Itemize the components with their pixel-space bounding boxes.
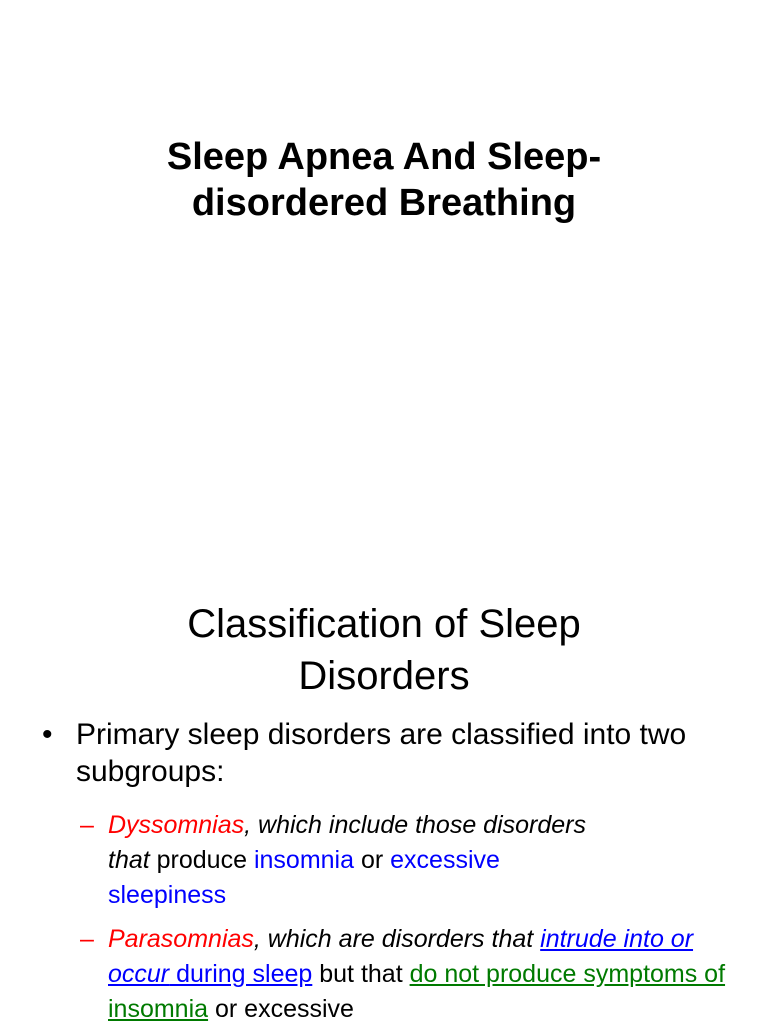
term-do-not-produce: do not produce symptoms of insomnia <box>108 960 726 1023</box>
bullet-dot: • <box>42 718 53 751</box>
term-intrude: intrude into or occur <box>108 925 694 988</box>
presentation-title <box>40 134 728 226</box>
heading-line-1: Classification of Sleep <box>187 602 581 646</box>
sub-bullet-dyssomnias <box>80 808 740 913</box>
sub-bullet-dash: – <box>80 811 94 839</box>
dyssomnias-desc: , which include those disorders <box>244 811 587 839</box>
slide-classification <box>0 576 768 1024</box>
term-sleepiness: sleepiness <box>108 881 227 909</box>
sub-bullet-text <box>80 922 740 1024</box>
word-that: that <box>108 846 150 874</box>
slide-heading <box>40 598 728 702</box>
word-or: or <box>354 846 391 874</box>
sub-bullet-dash: – <box>80 925 94 953</box>
term-insomnia: insomnia <box>253 846 355 874</box>
sub-bullet-parasomnias <box>80 922 740 1024</box>
bullet-text: Primary sleep disorders are classified into two subgroups: <box>76 718 687 788</box>
term-excessive: excessive <box>390 846 500 874</box>
term-parasomnias: Parasomnias <box>108 925 254 953</box>
term-during-sleep: during sleep <box>169 960 313 988</box>
word-but-that: but that <box>312 960 410 988</box>
title-line-1: Sleep Apnea And Sleep- <box>166 136 602 178</box>
term-dyssomnias: Dyssomnias <box>108 811 245 839</box>
sub-bullet-text <box>80 808 740 913</box>
word-produce: produce <box>149 846 254 874</box>
word-or-excessive: or excessive <box>208 995 354 1023</box>
parasomnias-desc: , which are disorders that <box>253 925 541 953</box>
heading-line-2: Disorders <box>298 654 470 698</box>
title-line-2: disordered Breathing <box>191 182 577 224</box>
main-bullet <box>42 716 742 790</box>
